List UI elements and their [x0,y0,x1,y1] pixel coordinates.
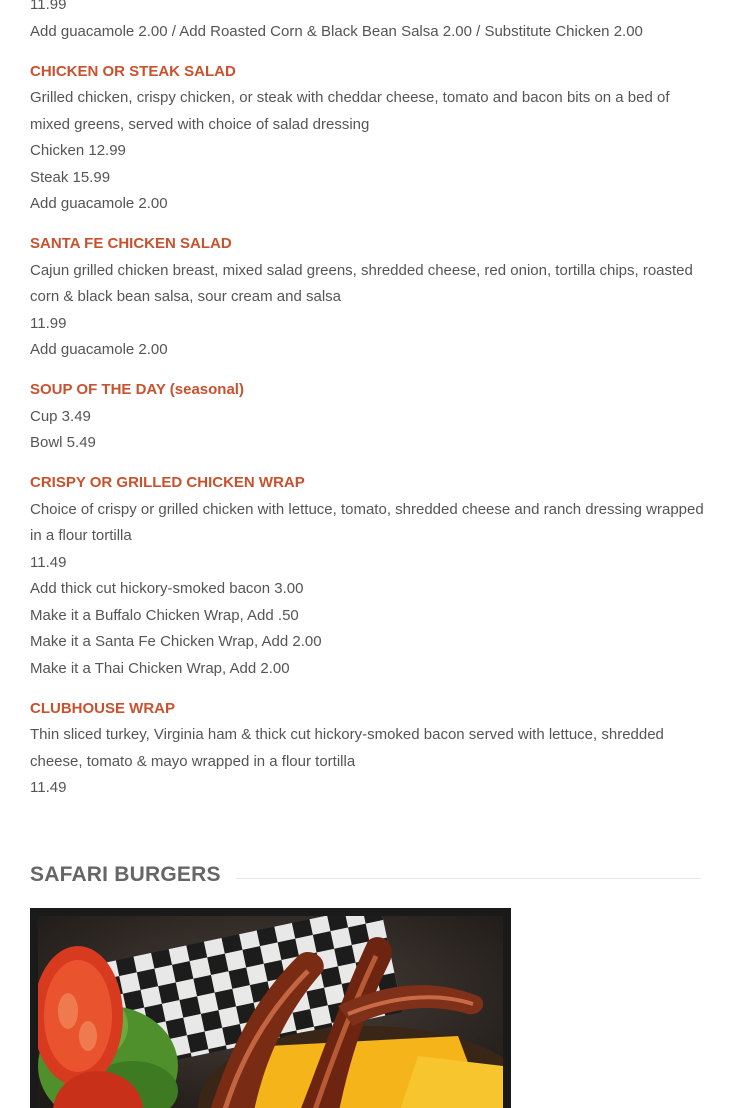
option-line: Add guacamole 2.00 [30,195,168,212]
chicken-wrap-description: Choice of crispy or grilled chicken with lettuce, tomato, shredded cheese and ranch dressing wrapped in a flour tortilla [30,500,704,544]
burger-photo-frame[interactable] [30,908,511,1108]
option-line: Make it a Santa Fe Chicken Wrap, Add 2.00 [30,633,322,650]
option-line: 11.49 [30,553,67,571]
clubhouse-wrap-title: CLUBHOUSE WRAP [30,699,175,717]
addons-line: Add guacamole 2.00 / Add Roasted Corn & Black Bean Salsa 2.00 / Substitute Chicken 2.00 [30,22,643,40]
santa-fe-salad-description: Cajun grilled chicken breast, mixed salad greens, shredded cheese, red onion, tortilla chips, roasted corn & black bean salsa, sour cream and salsa [30,261,693,305]
option-line: Make it a Thai Chicken Wrap, Add 2.00 [30,659,290,677]
option-line: Add guacamole 2.00 [30,341,168,358]
option-line: 11.49 [30,779,67,796]
burger-photo-image [38,916,503,1108]
burger-photo[interactable] [38,916,503,1108]
option-line: Add thick cut hickory-smoked bacon 3.00 [30,580,304,597]
burgers-section-header [30,859,701,891]
chicken-wrap-title: CRISPY OR GRILLED CHICKEN WRAP [30,474,305,491]
clubhouse-wrap-description: Thin sliced turkey, Virginia ham & thick cut hickory-smoked bacon served with lettuce, shredded cheese, tomato & mayo wrapped in a flour tortilla [30,726,664,770]
section-heading: SAFARI BURGERS [30,863,221,886]
chicken-steak-salad-title: CHICKEN OR STEAK SALAD [30,62,236,80]
soup-title: SOUP OF THE DAY (seasonal) [30,381,244,398]
option-line: Steak 15.99 [30,168,111,186]
section-divider [236,878,701,879]
chicken-steak-salad-description: Grilled chicken, crispy chicken, or steak with cheddar cheese, tomato and bacon bits on a bed of mixed greens, served with choice of salad dressing [30,89,670,133]
option-line: Cup 3.49 [30,407,91,425]
price-line: 11.99 [30,0,67,13]
option-line: 11.99 [30,314,67,332]
option-line: Chicken 12.99 [30,142,126,159]
santa-fe-salad-title: SANTA FE CHICKEN SALAD [30,235,232,252]
option-line: Bowl 5.49 [30,434,96,451]
menu-content [30,0,710,802]
option-line: Make it a Buffalo Chicken Wrap, Add .50 [30,606,299,624]
